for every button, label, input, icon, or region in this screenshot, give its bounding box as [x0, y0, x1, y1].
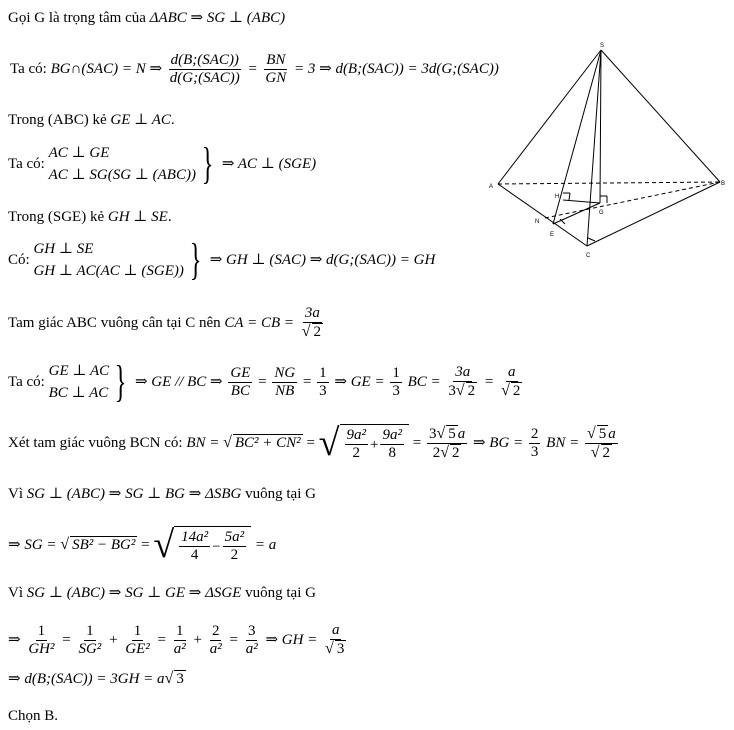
l5-suffix: . [167, 209, 172, 225]
l13-fraction-5: $\frac{2}{\text{a²}}$ [209, 622, 222, 657]
l13-fraction-6: $\frac{3}{\text{a²}}$ [245, 622, 258, 657]
segment-bn-hidden [545, 182, 720, 218]
l2-math-a: BG∩(SAC) = N ⇒ [50, 60, 163, 77]
label-n: N [535, 219, 540, 225]
l3-text: Trong (ABC) kẻ [8, 112, 107, 128]
line-3 [8, 111, 175, 129]
l1-math: ΔABC ⇒ SG ⊥ (ABC) [149, 10, 286, 26]
pyramid-figure [488, 42, 728, 264]
label-a: A [489, 184, 494, 190]
edge-sa [498, 50, 601, 184]
l2-fraction-1: $\frac{\text{d(B;(SAC))}}{\text{d(G;(SAC))}}$ [169, 52, 240, 86]
label-s: S [600, 43, 605, 49]
l7-fraction: $\frac{3a}{√ 2}$ [301, 305, 322, 340]
l9-fraction-4: $\frac{2}{3}$ [530, 425, 539, 460]
line-8: Ta có: GE ⊥ AC BC ⊥ AC } ⇒ GE // BC ⇒ $\frac{GE}{BC}$ = $\frac{NG}{NB}$ = $\frac{1}{3}$ ⇒ GE = $\frac{1}{3}$ BC = $\frac{3a}{3√ 2}$ = $\frac{a}{√ 2}$ [8, 360, 526, 404]
l2-math-tail: = 3 ⇒ d(B;(SAC)) = 3d(G;(SAC)) [294, 60, 499, 77]
l11-sqrt-2: √ $\frac{\text{14a²}}{4}$ − $\frac{\text{5a²}}{2}$ [153, 526, 251, 564]
l9-fraction-5: $\frac{√ 5 a}{√ 2}$ [586, 424, 616, 461]
l11-eq: = [141, 537, 150, 553]
l10-suffix: vuông tại G [245, 486, 316, 502]
l8-fraction-3: $\frac{1}{3}$ [319, 364, 327, 399]
l3-suffix: . [170, 112, 175, 128]
label-h: H [555, 194, 560, 200]
l12-math: SG ⊥ (ABC) ⇒ SG ⊥ GE ⇒ ΔSGE [26, 585, 242, 601]
right-angle-c [588, 238, 595, 241]
l13-fraction-1: $\frac{1}{\text{GH²}}$ [28, 622, 55, 657]
segment-gh [563, 200, 600, 203]
line-7 [8, 305, 327, 341]
label-g: G [599, 210, 604, 216]
right-angle-h2 [569, 193, 570, 200]
label-c: C [586, 253, 591, 259]
l6-prefix: Có: [8, 252, 30, 268]
l14-rad: 3 [176, 671, 184, 687]
segment-sg [600, 50, 601, 203]
edge-ab-hidden [498, 182, 720, 184]
l8-fraction-1: $\frac{GE}{BC}$ [230, 364, 251, 399]
l13-fraction-3: $\frac{1}{\text{GE²}}$ [125, 622, 150, 657]
l5-text: Trong (SGE) kẻ [8, 209, 105, 225]
line-11 [8, 526, 276, 564]
line-9: Xét tam giác vuông BCN có: BN = √ BC² + CN² = √ $\frac{\text{9a²}}{2}$ + $\frac{\text{9a²}}{8}$ = $\frac{3√ 5 a}{2√ 2}$ ⇒ BG = $\frac{2}{3}$ BN = $\frac{√ 5 a}{√ 2}$ [8, 422, 616, 464]
l14-math: ⇒ d(B;(SAC)) = 3GH = a [8, 671, 165, 687]
l10-prefix: Vì [8, 486, 23, 502]
line-14: ⇒ d(B;(SAC)) = 3GH = a√ 3 [8, 670, 184, 687]
l9-math-a: BN = [186, 435, 220, 451]
l7-math: CA = CB = [224, 315, 294, 331]
l7-text: Tam giác ABC vuông cân tại C nên [8, 315, 221, 331]
line-4 [8, 139, 317, 188]
line-15 [8, 707, 58, 725]
l13-fraction-7: $\frac{a}{√ 3}$ [325, 622, 345, 657]
l8-prefix: Ta có: [8, 374, 45, 390]
l9-sqrt-2: √ $\frac{\text{9a²}}{2}$ + $\frac{\text{9a²}}{8}$ [319, 424, 409, 462]
l4-math-tail: ⇒ AC ⊥ (SGE) [221, 156, 317, 172]
line-2 [10, 52, 499, 87]
line-12 [8, 584, 316, 602]
l10-math: SG ⊥ (ABC) ⇒ SG ⊥ BG ⇒ ΔSBG [26, 486, 242, 502]
l4-system: AC ⊥ GE AC ⊥ SG(SG ⊥ (ABC)) } [48, 139, 214, 188]
l6-system: GH ⊥ SE GH ⊥ AC(AC ⊥ (SGE)) } [33, 235, 202, 284]
l8-fraction-2: $\frac{NG}{NB}$ [274, 364, 296, 399]
label-b: B [721, 181, 726, 187]
l8-math-b: ⇒ GE = [334, 374, 385, 390]
l1-text: Gọi G là trọng tâm của [8, 10, 146, 26]
l6-math-tail: ⇒ GH ⊥ (SAC) ⇒ d(G;(SAC)) = GH [209, 252, 436, 268]
l8-math-a: ⇒ GE // BC ⇒ [134, 374, 223, 390]
l8-system: GE ⊥ AC BC ⊥ AC } [48, 357, 127, 406]
l12-suffix: vuông tại G [245, 585, 316, 601]
l11-sqrt-1: √ SB² − BG² [60, 536, 136, 553]
l9-math-d: BN = [546, 435, 580, 451]
edge-sb [601, 50, 720, 182]
l9-sqrt-1: √ BC² + CN² [223, 434, 301, 451]
l13-fraction-4: $\frac{1}{\text{a²}}$ [173, 622, 186, 657]
segment-se [553, 50, 601, 224]
segment-ge [553, 203, 600, 224]
l9-eq: = [306, 435, 315, 451]
line-10 [8, 485, 316, 503]
l9-text: Xét tam giác vuông BCN có: [8, 435, 183, 451]
l8-fraction-4: $\frac{1}{3}$ [392, 364, 400, 399]
edge-cb [587, 182, 720, 246]
l11-math-c: = a [254, 537, 277, 553]
l11-math-a: ⇒ SG = [8, 537, 57, 553]
edge-sc [587, 50, 601, 246]
l2-fraction-2: $\frac{BN}{GN}$ [265, 52, 287, 86]
l4-prefix: Ta có: [8, 156, 45, 172]
l9-fraction-3: $\frac{3√ 5 a}{2√ 2}$ [428, 424, 466, 461]
l2-eq: = [247, 60, 258, 77]
choice-text: Chọn B. [8, 708, 59, 724]
l2-prefix: Ta có: [10, 60, 47, 77]
l9-math-c: ⇒ BG = [472, 435, 524, 451]
l12-prefix: Vì [8, 585, 23, 601]
l13-fraction-2: $\frac{1}{\text{SG²}}$ [78, 622, 102, 657]
l13-arrow: ⇒ [8, 632, 21, 648]
line-6 [8, 235, 436, 284]
line-13: ⇒ $\frac{1}{\text{GH²}}$ = $\frac{1}{\text{SG²}}$ + $\frac{1}{\text{GE²}}$ = $\frac{1}{\text{a²}}$ + $\frac{2}{\text{a²}}$ = $\frac{3}{\text{a²}}$ ⇒ GH = $\frac{a}{√ 3}$ [8, 622, 350, 658]
label-e: E [550, 232, 555, 238]
l8-fraction-5: $\frac{3a}{3√ 2}$ [448, 364, 476, 399]
l5-math: GH ⊥ SE [107, 209, 168, 225]
l8-math-c: BC = [407, 374, 441, 390]
l8-fraction-6: $\frac{a}{√ 2}$ [501, 364, 521, 399]
line-5 [8, 208, 172, 226]
l13-math-b: ⇒ GH = [265, 632, 318, 648]
line-1 [8, 9, 285, 27]
l3-math: GE ⊥ AC [110, 112, 171, 128]
